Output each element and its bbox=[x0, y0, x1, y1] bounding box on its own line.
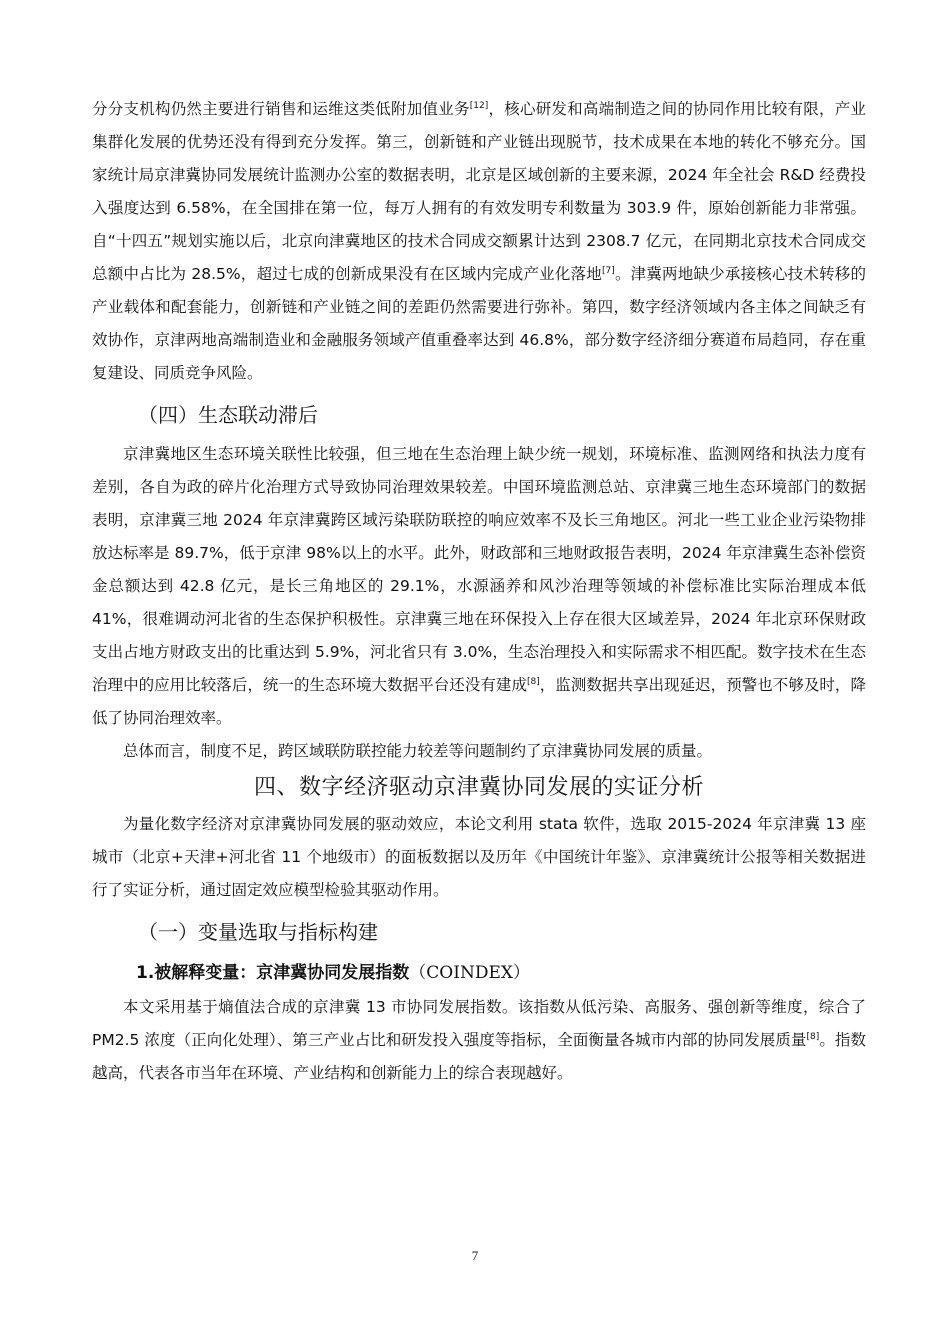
subsubsection-heading-dependent-variable bbox=[92, 955, 866, 991]
paragraph-text: 。指数越高，代表各市当年在环境、产业结构和创新能力上的综合表现越好。 bbox=[92, 1031, 866, 1082]
heading-text: 1.被解释变量：京津冀协同发展指数 bbox=[136, 963, 410, 983]
paragraph-summary: 总体而言，制度不足，跨区域联防联控能力较差等问题制约了京津冀协同发展的质量。 bbox=[123, 742, 713, 760]
citation-ref: [7] bbox=[601, 266, 615, 276]
subsection-heading-variables: （一）变量选取与指标构建 bbox=[138, 920, 378, 944]
paragraph-text: 。津冀两地缺少承接核心技术转移的产业载体和配套能力，创新链和产业链之间的差距仍然需要进行弥补。第四，数字经济领域内各主体之间缺乏有效协作，京津两地高端制造业和金融服务领域产值重叠率达到 46.8%，部分数字经济细分赛道布局趋同，存在重复建设、同质竞争风险。 bbox=[92, 265, 866, 382]
paragraph-industry-coordination bbox=[92, 93, 866, 390]
citation-ref: [12] bbox=[469, 101, 489, 111]
paragraph-eco-linkage bbox=[92, 438, 866, 735]
section-heading-empirical: 四、数字经济驱动京津冀协同发展的实证分析 bbox=[253, 775, 704, 800]
document-page bbox=[92, 92, 866, 1090]
paragraph-text: ，监测数据共享出现延迟，预警也不够及时，降低了协同治理效率。 bbox=[92, 676, 866, 727]
citation-ref: [8] bbox=[806, 1032, 820, 1042]
citation-ref: [8] bbox=[526, 677, 540, 687]
paragraph-coindex bbox=[92, 991, 866, 1090]
paragraph-text: 本文采用基于熵值法合成的京津冀 13 市协同发展指数。该指数从低污染、高服务、强创新等维度，综合了 PM2.5 浓度（正向化处理）、第三产业占比和研发投入强度等指标，全面衡量各城市内部的协同发展质量 bbox=[92, 998, 866, 1049]
paragraph-text: 京津冀地区生态环境关联性比较强，但三地在生态治理上缺少统一规划，环境标准、监测网络和执法力度有差别，各自为政的碎片化治理方式导致协同治理效果较差。中国环境监测总站、京津冀三地生态环境部门的数据表明，京津冀三地 2024 年京津冀跨区域污染联防联控的响应效率不及长三角地区。河北一些工业企业污染物排放达标率是 89.7%，低于京津 98%以上的水平。此外，财政部和三地财政报告表明，2024 年京津冀生态补偿资金总额达到 42.8 亿元，是长三角地区的 29.1%，水源涵养和风沙治理等领域的补偿标准比实际治理成本低 41%，很难调动河北省的生态保护积极性。京津冀三地在环保投入上存在很大区域差异，2024 年北京环保财政支出占地方财政支出的比重达到 5.9%，河北省只有 3.0%，生态治理投入和实际需求不相匹配。数字技术在生态治理中的应用比较落后，统一的生态环境大数据平台还没有建成 bbox=[92, 445, 866, 694]
subsection-heading-eco: （四）生态联动滞后 bbox=[138, 403, 318, 427]
heading-abbrev: （COINDEX） bbox=[409, 963, 530, 983]
page-number: 7 bbox=[471, 1248, 479, 1263]
paragraph-text: 分分支机构仍然主要进行销售和运维这类低附加值业务 bbox=[92, 100, 470, 118]
paragraph-text: ，核心研发和高端制造之间的协同作用比较有限，产业集群化发展的优势还没有得到充分发挥。第三，创新链和产业链出现脱节，技术成果在本地的转化不够充分。国家统计局京津冀协同发展统计监测办公室的数据表明，北京是区域创新的主要来源，2024 年全社会 R&D 经费投入强度达到 6.58%，在全国排在第一位，每万人拥有的有效发明专利数量为 303.9 件，原始创新能力非常强。自“十四五”规划实施以后，北京向津冀地区的技术合同成交额累计达到 2308.7 亿元，在同期北京技术合同成交总额中占比为 28.5%，超过七成的创新成果没有在区域内完成产业化落地 bbox=[92, 100, 866, 283]
paragraph-method: 为量化数字经济对京津冀协同发展的驱动效应，本论文利用 stata 软件，选取 2015-2024 年京津冀 13 座城市（北京+天津+河北省 11 个地级市）的面板数据以及历年《中国统计年鉴》、京津冀统计公报等相关数据进行了实证分析，通过固定效应模型检验其驱动作用。 bbox=[92, 815, 866, 899]
